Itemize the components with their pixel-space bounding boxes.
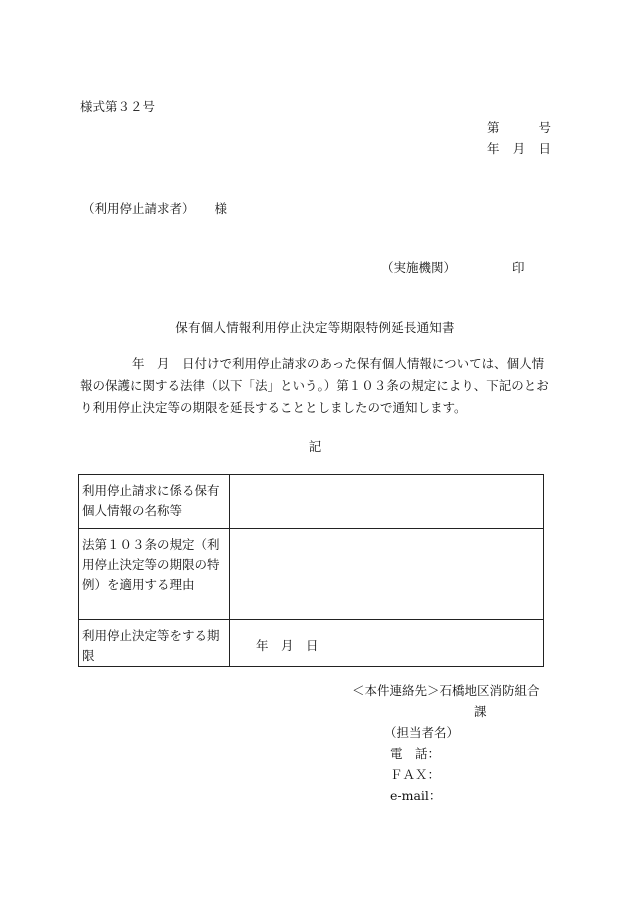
issuer-name: （実施機関） <box>381 260 457 275</box>
document-date-month: 月 <box>512 141 526 156</box>
contact-email-label: e-mail： <box>390 788 442 803</box>
details-table <box>78 474 544 667</box>
table-row <box>79 620 544 667</box>
table-label-cell: 利用停止決定等をする期限 <box>79 620 230 667</box>
body-paragraph-text: 年 月 日付けで利用停止請求のあった保有個人情報については、個人情報の保護に関する法律（以下「法」という。）第１０３条の規定により、下記のとおり利用停止決定等の期限を延長することとしましたので通知します。 <box>80 356 549 415</box>
body-paragraph <box>80 353 554 419</box>
table-value-cell <box>230 475 544 529</box>
document-title: 保有個人情報利用停止決定等期限特例延長通知書 <box>175 320 455 335</box>
document-date-year: 年 <box>487 141 500 156</box>
table-value-cell: 年 月 日 <box>230 620 544 667</box>
document-number-suffix: 号 <box>538 120 551 135</box>
contact-header: ＜本件連絡先＞石橋地区消防組合 <box>352 683 540 698</box>
issuer-seal: 印 <box>512 260 525 275</box>
contact-department: 課 <box>474 704 487 719</box>
table-row <box>79 529 544 620</box>
contact-fax-label: ＦＡＸ： <box>390 767 441 782</box>
contact-person: （担当者名） <box>384 725 460 740</box>
addressee-honorific: 様 <box>214 201 228 216</box>
table-label-cell: 利用停止請求に係る保有個人情報の名称等 <box>79 475 230 529</box>
table-label-cell: 法第１０３条の規定（利用停止決定等の期限の特例）を適用する理由 <box>79 529 230 620</box>
document-number <box>487 118 551 136</box>
form-number: 様式第３２号 <box>80 99 156 114</box>
table-value-cell <box>230 529 544 620</box>
document-date <box>487 139 551 157</box>
addressee-name: （利用停止請求者） <box>82 201 195 216</box>
issuer <box>381 258 525 276</box>
contact-phone-label: 電 話： <box>390 746 441 761</box>
document-number-prefix: 第 <box>487 120 500 135</box>
ki-heading: 記 <box>308 439 322 454</box>
table-row <box>79 475 544 529</box>
document-date-day: 日 <box>538 141 551 156</box>
addressee <box>82 199 227 217</box>
